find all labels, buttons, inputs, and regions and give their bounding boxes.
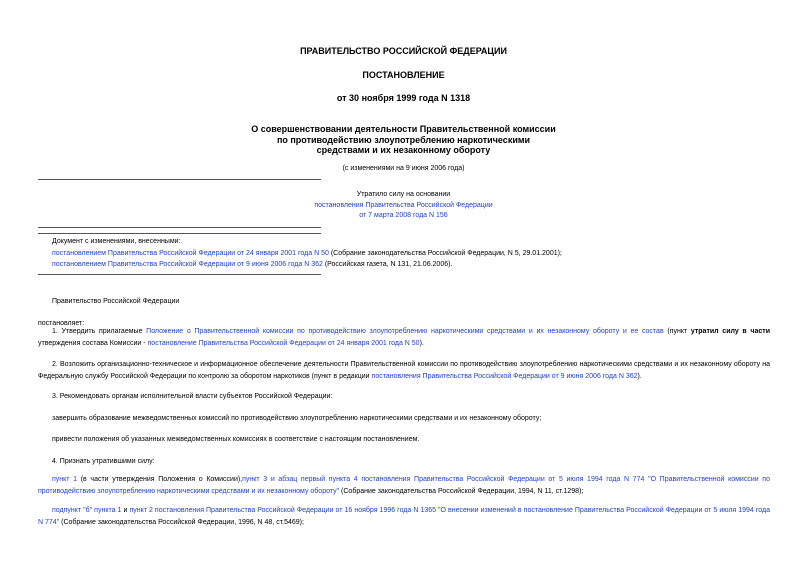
repeal-line: Утратило силу на основании (356, 191, 451, 198)
paragraph-2-link[interactable]: постановления Правительства Российской Федерации от 9 июня 2006 года N 362 (371, 373, 638, 380)
changes-item-2-link[interactable]: постановлением Правительства Российской Федерации от 9 июня 2006 года N 362 (52, 261, 323, 268)
government-line: Правительство Российской Федерации (52, 298, 180, 305)
date-number: от 30 ноября 1999 года N 1318 (336, 93, 471, 103)
repeal-link-2[interactable]: от 7 марта 2008 года N 156 (359, 212, 448, 219)
paragraph-1-link-2[interactable]: постановление Правительства Российской Федерации от 24 января 2001 года N 50 (147, 340, 420, 347)
paragraph-3-item-1: завершить образование межведомственных комиссий по противодействию злоупотреблению наркотическими средствами и их незаконному обороту; (52, 415, 542, 422)
paragraph-2: 2. Возложить организационно-техническое и информационное обеспечение деятельности Правительственной комиссии по противодействию злоупотреблению наркотическими средствами и их незаконному обороту на Федеральную службу Российской Федерации по контролю за оборотом наркотиков (пункт в редакции постановления Правительства Российской Федерации от 9 июня 2006 года N 362). (38, 361, 770, 380)
title-line-3: средствами и их незаконному обороту (316, 145, 491, 155)
changes-item-1-tail: (Собрание законодательства Российской Федерации, N 5, 29.01.2001); (328, 250, 562, 257)
divider (38, 274, 321, 275)
title-line-1: О совершенствовании деятельности Правительственной комиссии (251, 124, 556, 134)
changes-item-2-tail: (Российская газета, N 131, 21.06.2006). (322, 261, 453, 268)
paragraph-4-item-1-link-1[interactable]: пункт 1 (52, 476, 78, 483)
changes-item-2 (52, 261, 452, 268)
divider (38, 179, 321, 180)
changes-item-1 (52, 250, 562, 257)
divider (38, 227, 321, 228)
repeal-link-1[interactable]: постановления Правительства Российской Федерации (314, 202, 493, 209)
paragraph-3-item-2: привести положения об указанных межведомственных комиссиях в соответствие с настоящим постановлением. (52, 436, 420, 443)
org-heading: ПРАВИТЕЛЬСТВО РОССИЙСКОЙ ФЕДЕРАЦИИ (300, 46, 507, 56)
paragraph-4-item-2-link-1[interactable]: подпункт "б" пункта 1 (52, 507, 122, 514)
title-line-2: по противодействию злоупотреблению наркотическими (276, 135, 531, 145)
decrees-line: постановляет: (38, 320, 85, 327)
divider (38, 233, 321, 234)
paragraph-4-item-2-link-2[interactable]: пункт 2 постановления Правительства Российской Федерации от 16 ноября 1996 года N 1365 "О внесении изменений в постановление Правительства Российской Федерации от 5 июля 1994 года N 774" (38, 507, 770, 526)
paragraph-4: 4. Признать утратившими силу: (52, 458, 155, 465)
amended-note: (с изменениями на 9 июня 2006 года) (342, 165, 465, 172)
changes-label: Документ с изменениями, внесенными: (52, 238, 181, 245)
paragraph-4-item-1: пункт 1 (в части утверждения Положения о Комиссии),пункт 3 и абзац первый пункта 4 постановления Правительства Российской Федерации от 5 июля 1994 года N 774 "О Правительственной комиссии по противодействию злоупотреблению наркотическими средствами и их незаконному обороту" (Собрание законодательства Российской Федерации, 1994, N 11, ст.1298); (38, 476, 770, 495)
paragraph-4-item-1-link-2[interactable]: пункт 3 и абзац первый пункта 4 постановления Правительства Российской Федерации от 5 июля 1994 года N 774 "О Правительственной комиссии по противодействию злоупотреблению наркотическими средствами и их незаконному обороту" (38, 476, 770, 495)
changes-item-1-link[interactable]: постановлением Правительства Российской Федерации от 24 января 2001 года N 50 (52, 250, 329, 257)
doc-type-heading: ПОСТАНОВЛЕНИЕ (362, 70, 445, 80)
paragraph-3: 3. Рекомендовать органам исполнительной власти субъектов Российской Федерации: (52, 393, 333, 400)
paragraph-1: 1. Утвердить прилагаемые Положение о Правительственной комиссии по противодействию злоупотреблению наркотическими средствами и их незаконному обороту и ее состав (пункт утратил силу в части утверждения состава Комиссии - постановление Правительства Российской Федерации от 24 января 2001 года N 50). (38, 328, 771, 347)
paragraph-4-item-2: подпункт "б" пункта 1 и пункт 2 постановления Правительства Российской Федерации от 16 ноября 1996 года N 1365 "О внесении изменений в постановление Правительства Российской Федерации от 5 июля 1994 года N 774" (Собрание законодательства Российской Федерации, 1996, N 48, ст.5469); (38, 507, 770, 526)
paragraph-1-link[interactable]: Положение о Правительственной комиссии по противодействию злоупотреблению наркотическими средствами и их незаконному обороту и ее состав (146, 328, 664, 335)
